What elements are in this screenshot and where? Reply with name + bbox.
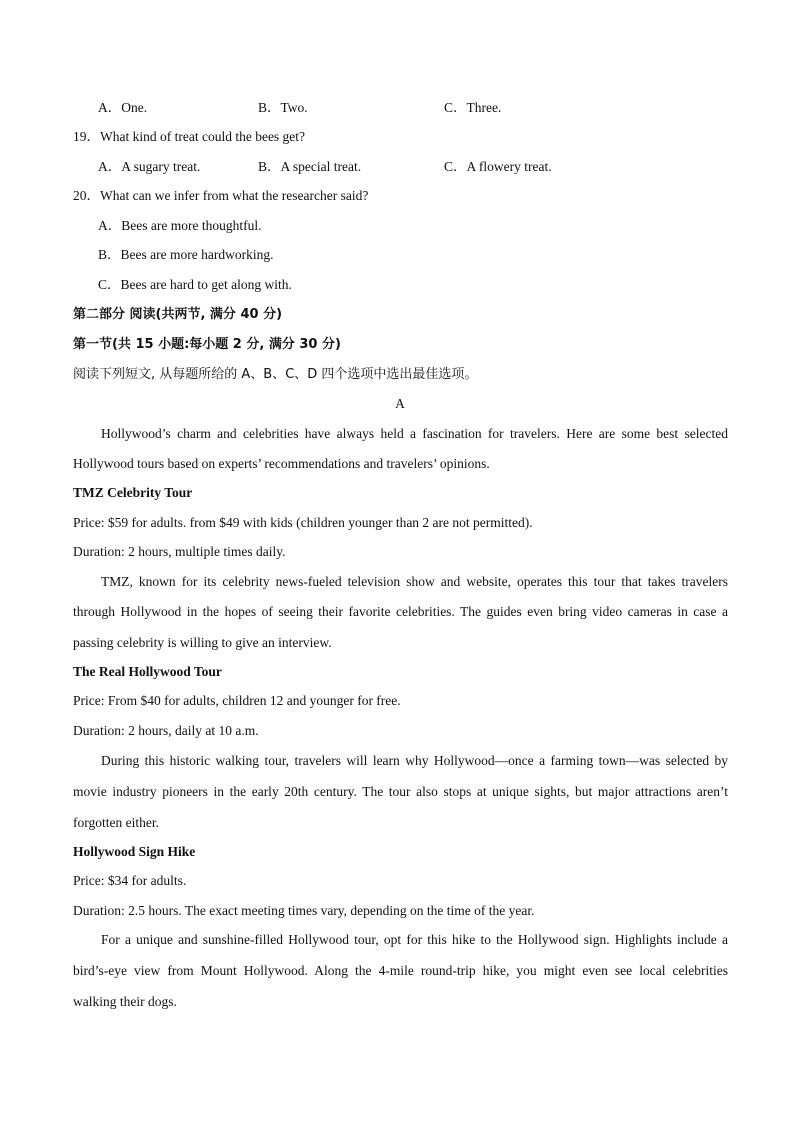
part2-title: 第二部分 阅读(共两节, 满分 40 分)	[73, 307, 283, 322]
passage-label: A	[395, 396, 405, 411]
tour-2-name: The Real Hollywood Tour	[73, 664, 222, 679]
q18-option-c: C．Three.	[444, 100, 502, 115]
tour-1-price: Price: $59 for adults. from $49 with kids (children younger than 2 are not permitted).	[73, 515, 533, 530]
q18-options	[0, 99, 800, 117]
tour-3-desc-line-3: walking their dogs.	[73, 994, 177, 1009]
q19-option-c: C．A flowery treat.	[444, 159, 552, 174]
q18-option-b: B．Two.	[258, 100, 308, 115]
tour-3-desc-line-2: bird’s-eye view from Mount Hollywood. Along the 4-mile round-trip hike, you might even see local celebrities	[73, 963, 728, 978]
intro-line-2: Hollywood tours based on experts’ recommendations and travelers’ opinions.	[73, 456, 490, 471]
tour-2-desc-line-2: movie industry pioneers in the early 20th century. The tour also stops at unique sights, but major attractions aren’t	[73, 784, 728, 799]
q20-option-a: A．Bees are more thoughtful.	[98, 218, 262, 233]
tour-3-desc-line-1: For a unique and sunshine-filled Hollywood tour, opt for this hike to the Hollywood sign. Highlights include a	[101, 932, 728, 947]
q20-option-c: C．Bees are hard to get along with.	[98, 277, 292, 292]
section1-title: 第一节(共 15 小题:每小题 2 分, 满分 30 分)	[73, 337, 341, 352]
q19-option-b: B．A special treat.	[258, 159, 362, 174]
q20-stem: 20．What can we infer from what the researcher said?	[73, 188, 369, 203]
q20-option-b: B．Bees are more hardworking.	[98, 247, 274, 262]
reading-instruction: 阅读下列短文, 从每题所给的 A、B、C、D 四个选项中选出最佳选项。	[73, 367, 478, 382]
q19-stem: 19．What kind of treat could the bees get?	[73, 129, 306, 144]
tour-1-desc-line-3: passing celebrity is willing to give an interview.	[73, 635, 332, 650]
tour-1-duration: Duration: 2 hours, multiple times daily.	[73, 544, 286, 559]
q18-option-a: A．One.	[98, 100, 148, 115]
tour-2-duration: Duration: 2 hours, daily at 10 a.m.	[73, 723, 259, 738]
q19-option-a: A．A sugary treat.	[98, 159, 201, 174]
tour-1-name: TMZ Celebrity Tour	[73, 485, 193, 500]
tour-2-desc-line-3: forgotten either.	[73, 815, 159, 830]
tour-1-desc-line-1: TMZ, known for its celebrity news-fueled television show and website, operates this tour that takes travelers	[101, 574, 728, 589]
tour-2-price: Price: From $40 for adults, children 12 and younger for free.	[73, 693, 401, 708]
intro-line-1: Hollywood’s charm and celebrities have always held a fascination for travelers. Here are some best selected	[101, 426, 728, 441]
tour-3-price: Price: $34 for adults.	[73, 873, 187, 888]
tour-1-desc-line-2: through Hollywood in the hopes of seeing their favorite celebrities. The guides even bring video cameras in case a	[73, 604, 728, 619]
tour-2-desc-line-1: During this historic walking tour, travelers will learn why Hollywood—once a farming town—was selected by	[101, 753, 728, 768]
tour-3-duration: Duration: 2.5 hours. The exact meeting times vary, depending on the time of the year.	[73, 903, 535, 918]
tour-3-name: Hollywood Sign Hike	[73, 844, 196, 859]
q19-options	[0, 158, 800, 176]
